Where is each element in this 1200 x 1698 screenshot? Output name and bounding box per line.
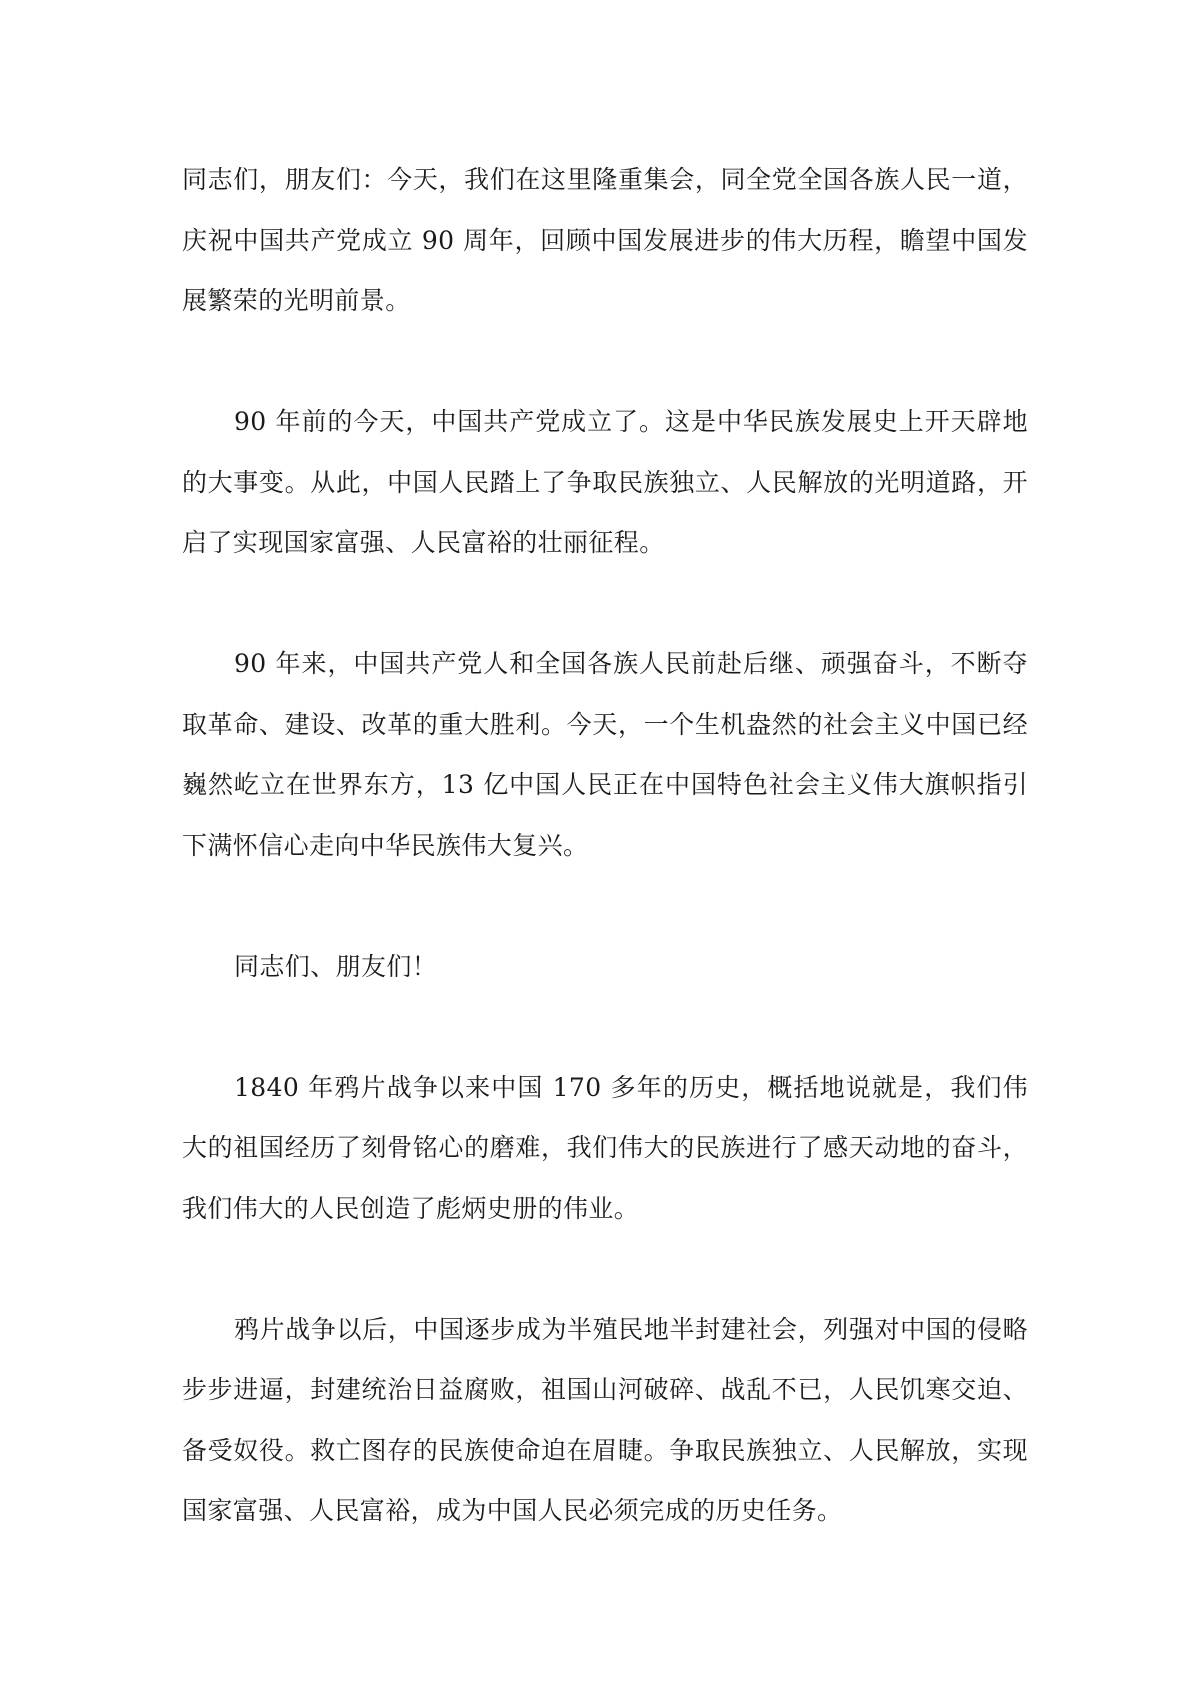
paragraph-3: 90 年来，中国共产党人和全国各族人民前赴后继、顽强奋斗，不断夺取革命、建设、改革的重大胜利。今天，一个生机盎然的社会主义中国已经巍然屹立在世界东方，13 亿中国人民正在中国特色社会主义伟大旗帜指引下满怀信心走向中华民族伟大复兴。 <box>182 649 1028 860</box>
paragraph-gap <box>182 997 1028 1058</box>
paragraph-gap <box>182 1239 1028 1300</box>
paragraph-2: 90 年前的今天，中国共产党成立了。这是中华民族发展史上开天辟地的大事变。从此，中国人民踏上了争取民族独立、人民解放的光明道路，开启了实现国家富强、人民富裕的壮丽征程。 <box>182 407 1028 557</box>
paragraph-6: 鸦片战争以后，中国逐步成为半殖民地半封建社会，列强对中国的侵略步步进逼，封建统治日益腐败，祖国山河破碎、战乱不已，人民饥寒交迫、备受奴役。救亡图存的民族使命迫在眉睫。争取民族独立、人民解放，实现国家富强、人民富裕，成为中国人民必须完成的历史任务。 <box>182 1314 1028 1525</box>
paragraph-gap <box>182 876 1028 937</box>
document-body <box>182 150 1028 1542</box>
paragraph-1: 同志们，朋友们：今天，我们在这里隆重集会，同全党全国各族人民一道，庆祝中国共产党成立 90 周年，回顾中国发展进步的伟大历程，瞻望中国发展繁荣的光明前景。 <box>182 165 1028 315</box>
paragraph-gap <box>182 574 1028 635</box>
paragraph-5: 1840 年鸦片战争以来中国 170 多年的历史，概括地说就是，我们伟大的祖国经历了刻骨铭心的磨难，我们伟大的民族进行了感天动地的奋斗，我们伟大的人民创造了彪炳史册的伟业。 <box>182 1072 1028 1223</box>
paragraph-4: 同志们、朋友们！ <box>234 951 438 981</box>
paragraph-gap <box>182 332 1028 393</box>
